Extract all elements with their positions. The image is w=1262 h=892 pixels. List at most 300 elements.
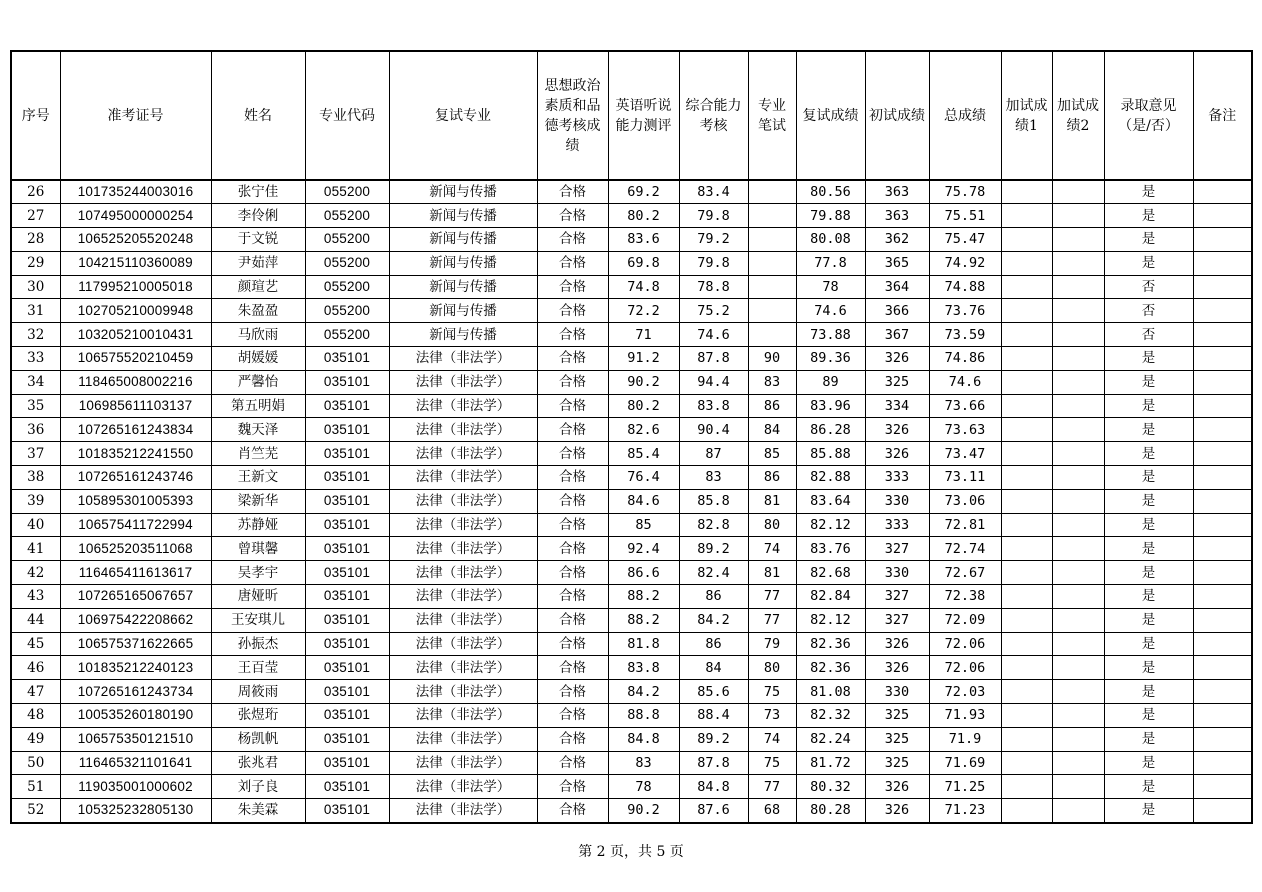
cell-col-admission: 是 — [1104, 394, 1193, 418]
cell-col-ideology: 合格 — [537, 394, 608, 418]
cell-col-total: 73.06 — [929, 489, 1001, 513]
cell-col-exam-id: 107265161243746 — [60, 466, 211, 490]
table-row — [11, 537, 1252, 561]
cell-col-comprehensive: 85.8 — [679, 489, 748, 513]
cell-col-admission: 是 — [1104, 751, 1193, 775]
cell-col-admission: 是 — [1104, 704, 1193, 728]
cell-col-seq: 51 — [11, 775, 60, 799]
cell-col-english: 91.2 — [608, 347, 679, 371]
cell-col-retest: 83.76 — [796, 537, 865, 561]
cell-col-retest: 89.36 — [796, 347, 865, 371]
cell-col-ideology: 合格 — [537, 418, 608, 442]
cell-col-exam-id: 106575350121510 — [60, 727, 211, 751]
cell-col-admission: 是 — [1104, 608, 1193, 632]
cell-col-seq: 29 — [11, 251, 60, 275]
cell-col-english: 76.4 — [608, 466, 679, 490]
cell-col-initial: 365 — [865, 251, 929, 275]
cell-col-extra1 — [1001, 394, 1052, 418]
cell-col-extra1 — [1001, 347, 1052, 371]
cell-col-written: 74 — [748, 537, 796, 561]
table-row — [11, 251, 1252, 275]
header-col-retest: 复试成绩 — [796, 51, 865, 180]
cell-col-english: 80.2 — [608, 394, 679, 418]
cell-col-extra1 — [1001, 275, 1052, 299]
cell-col-written: 77 — [748, 585, 796, 609]
cell-col-seq: 39 — [11, 489, 60, 513]
cell-col-admission: 是 — [1104, 632, 1193, 656]
cell-col-retest: 82.12 — [796, 608, 865, 632]
cell-col-name: 朱盈盈 — [211, 299, 305, 323]
cell-col-initial: 363 — [865, 204, 929, 228]
cell-col-major: 法律（非法学） — [389, 727, 537, 751]
cell-col-ideology: 合格 — [537, 775, 608, 799]
cell-col-ideology: 合格 — [537, 347, 608, 371]
cell-col-retest: 80.32 — [796, 775, 865, 799]
cell-col-english: 81.8 — [608, 632, 679, 656]
cell-col-seq: 28 — [11, 228, 60, 252]
cell-col-name: 于文锐 — [211, 228, 305, 252]
cell-col-seq: 50 — [11, 751, 60, 775]
cell-col-admission: 是 — [1104, 180, 1193, 204]
cell-col-exam-id: 119035001000602 — [60, 775, 211, 799]
cell-col-initial: 366 — [865, 299, 929, 323]
cell-col-name: 尹茹萍 — [211, 251, 305, 275]
cell-col-ideology: 合格 — [537, 204, 608, 228]
cell-col-seq: 37 — [11, 442, 60, 466]
cell-col-total: 72.03 — [929, 680, 1001, 704]
table-row — [11, 799, 1252, 823]
cell-col-initial: 325 — [865, 751, 929, 775]
cell-col-extra1 — [1001, 418, 1052, 442]
cell-col-admission: 是 — [1104, 775, 1193, 799]
cell-col-extra1 — [1001, 370, 1052, 394]
cell-col-seq: 35 — [11, 394, 60, 418]
cell-col-english: 69.8 — [608, 251, 679, 275]
cell-col-extra2 — [1052, 204, 1104, 228]
cell-col-major-code: 035101 — [305, 799, 389, 823]
cell-col-written — [748, 204, 796, 228]
cell-col-extra2 — [1052, 680, 1104, 704]
cell-col-english: 86.6 — [608, 561, 679, 585]
cell-col-exam-id: 107495000000254 — [60, 204, 211, 228]
cell-col-major-code: 035101 — [305, 370, 389, 394]
cell-col-comprehensive: 84.2 — [679, 608, 748, 632]
cell-col-seq: 52 — [11, 799, 60, 823]
cell-col-admission: 否 — [1104, 275, 1193, 299]
cell-col-major: 新闻与传播 — [389, 180, 537, 204]
cell-col-name: 王安琪儿 — [211, 608, 305, 632]
cell-col-remark — [1193, 466, 1252, 490]
table-row — [11, 632, 1252, 656]
cell-col-exam-id: 101735244003016 — [60, 180, 211, 204]
cell-col-ideology: 合格 — [537, 370, 608, 394]
cell-col-comprehensive: 79.2 — [679, 228, 748, 252]
cell-col-exam-id: 100535260180190 — [60, 704, 211, 728]
cell-col-comprehensive: 79.8 — [679, 251, 748, 275]
cell-col-remark — [1193, 394, 1252, 418]
cell-col-admission: 是 — [1104, 418, 1193, 442]
cell-col-admission: 是 — [1104, 251, 1193, 275]
cell-col-name: 朱美霖 — [211, 799, 305, 823]
header-col-initial: 初试成绩 — [865, 51, 929, 180]
table-row — [11, 323, 1252, 347]
cell-col-comprehensive: 86 — [679, 632, 748, 656]
cell-col-initial: 327 — [865, 585, 929, 609]
cell-col-remark — [1193, 323, 1252, 347]
cell-col-name: 唐娅昕 — [211, 585, 305, 609]
cell-col-written: 77 — [748, 608, 796, 632]
cell-col-admission: 是 — [1104, 513, 1193, 537]
cell-col-name: 颜瑄艺 — [211, 275, 305, 299]
header-col-remark: 备注 — [1193, 51, 1252, 180]
cell-col-extra1 — [1001, 656, 1052, 680]
cell-col-written: 80 — [748, 513, 796, 537]
cell-col-name: 孙振杰 — [211, 632, 305, 656]
cell-col-major: 法律（非法学） — [389, 751, 537, 775]
cell-col-seq: 40 — [11, 513, 60, 537]
cell-col-exam-id: 107265161243834 — [60, 418, 211, 442]
cell-col-name: 李伶俐 — [211, 204, 305, 228]
cell-col-extra1 — [1001, 608, 1052, 632]
cell-col-english: 74.8 — [608, 275, 679, 299]
cell-col-extra2 — [1052, 585, 1104, 609]
cell-col-remark — [1193, 513, 1252, 537]
cell-col-comprehensive: 89.2 — [679, 727, 748, 751]
cell-col-major-code: 035101 — [305, 394, 389, 418]
cell-col-name: 梁新华 — [211, 489, 305, 513]
header-col-ideology: 思想政治素质和品德考核成绩 — [537, 51, 608, 180]
cell-col-comprehensive: 87.8 — [679, 751, 748, 775]
cell-col-name: 魏天泽 — [211, 418, 305, 442]
cell-col-english: 82.6 — [608, 418, 679, 442]
cell-col-total: 72.38 — [929, 585, 1001, 609]
cell-col-extra2 — [1052, 323, 1104, 347]
cell-col-retest: 82.68 — [796, 561, 865, 585]
cell-col-total: 74.86 — [929, 347, 1001, 371]
cell-col-name: 张兆君 — [211, 751, 305, 775]
cell-col-name: 王新文 — [211, 466, 305, 490]
cell-col-extra2 — [1052, 347, 1104, 371]
cell-col-extra1 — [1001, 323, 1052, 347]
cell-col-comprehensive: 83 — [679, 466, 748, 490]
page-footer: 第 2 页，共 5 页 — [578, 844, 684, 860]
cell-col-remark — [1193, 251, 1252, 275]
cell-col-major-code: 055200 — [305, 299, 389, 323]
cell-col-major: 法律（非法学） — [389, 442, 537, 466]
cell-col-retest: 86.28 — [796, 418, 865, 442]
cell-col-initial: 330 — [865, 561, 929, 585]
cell-col-retest: 82.32 — [796, 704, 865, 728]
cell-col-extra1 — [1001, 228, 1052, 252]
cell-col-english: 92.4 — [608, 537, 679, 561]
cell-col-major: 法律（非法学） — [389, 608, 537, 632]
cell-col-exam-id: 101835212241550 — [60, 442, 211, 466]
cell-col-ideology: 合格 — [537, 561, 608, 585]
cell-col-extra2 — [1052, 466, 1104, 490]
cell-col-extra1 — [1001, 180, 1052, 204]
cell-col-extra2 — [1052, 632, 1104, 656]
cell-col-ideology: 合格 — [537, 489, 608, 513]
cell-col-seq: 32 — [11, 323, 60, 347]
cell-col-english: 88.2 — [608, 608, 679, 632]
cell-col-ideology: 合格 — [537, 727, 608, 751]
cell-col-written: 80 — [748, 656, 796, 680]
cell-col-total: 72.81 — [929, 513, 1001, 537]
cell-col-major: 法律（非法学） — [389, 394, 537, 418]
cell-col-comprehensive: 82.4 — [679, 561, 748, 585]
cell-col-major-code: 035101 — [305, 537, 389, 561]
cell-col-ideology: 合格 — [537, 299, 608, 323]
cell-col-ideology: 合格 — [537, 228, 608, 252]
cell-col-major-code: 035101 — [305, 466, 389, 490]
cell-col-extra2 — [1052, 299, 1104, 323]
cell-col-retest: 89 — [796, 370, 865, 394]
cell-col-admission: 是 — [1104, 799, 1193, 823]
cell-col-major: 法律（非法学） — [389, 489, 537, 513]
table-row — [11, 727, 1252, 751]
cell-col-total: 73.11 — [929, 466, 1001, 490]
cell-col-remark — [1193, 418, 1252, 442]
cell-col-extra1 — [1001, 727, 1052, 751]
cell-col-total: 72.67 — [929, 561, 1001, 585]
cell-col-major-code: 055200 — [305, 275, 389, 299]
table-row — [11, 680, 1252, 704]
table-row — [11, 608, 1252, 632]
cell-col-exam-id: 116465321101641 — [60, 751, 211, 775]
cell-col-initial: 325 — [865, 727, 929, 751]
cell-col-extra2 — [1052, 727, 1104, 751]
cell-col-major: 法律（非法学） — [389, 561, 537, 585]
table-row — [11, 751, 1252, 775]
cell-col-major: 法律（非法学） — [389, 775, 537, 799]
cell-col-ideology: 合格 — [537, 585, 608, 609]
cell-col-major: 新闻与传播 — [389, 204, 537, 228]
cell-col-english: 88.8 — [608, 704, 679, 728]
cell-col-total: 71.93 — [929, 704, 1001, 728]
cell-col-total: 74.6 — [929, 370, 1001, 394]
cell-col-name: 第五明娟 — [211, 394, 305, 418]
cell-col-retest: 80.28 — [796, 799, 865, 823]
cell-col-exam-id: 106975422208662 — [60, 608, 211, 632]
header-row — [11, 51, 1252, 180]
table-body — [11, 180, 1252, 823]
cell-col-major: 法律（非法学） — [389, 585, 537, 609]
header-col-extra1: 加试成绩1 — [1001, 51, 1052, 180]
cell-col-major: 法律（非法学） — [389, 466, 537, 490]
cell-col-extra2 — [1052, 775, 1104, 799]
cell-col-admission: 是 — [1104, 656, 1193, 680]
header-col-comprehensive: 综合能力考核 — [679, 51, 748, 180]
cell-col-english: 78 — [608, 775, 679, 799]
cell-col-major-code: 035101 — [305, 704, 389, 728]
cell-col-major: 新闻与传播 — [389, 275, 537, 299]
cell-col-name: 马欣雨 — [211, 323, 305, 347]
cell-col-extra1 — [1001, 537, 1052, 561]
cell-col-seq: 44 — [11, 608, 60, 632]
cell-col-remark — [1193, 561, 1252, 585]
cell-col-total: 72.06 — [929, 656, 1001, 680]
header-col-name: 姓名 — [211, 51, 305, 180]
cell-col-extra1 — [1001, 442, 1052, 466]
cell-col-ideology: 合格 — [537, 680, 608, 704]
cell-col-seq: 42 — [11, 561, 60, 585]
table-row — [11, 204, 1252, 228]
cell-col-written: 86 — [748, 394, 796, 418]
cell-col-extra2 — [1052, 608, 1104, 632]
cell-col-name: 王百莹 — [211, 656, 305, 680]
table-row — [11, 656, 1252, 680]
cell-col-major-code: 055200 — [305, 180, 389, 204]
cell-col-comprehensive: 94.4 — [679, 370, 748, 394]
header-col-english: 英语听说能力测评 — [608, 51, 679, 180]
header-col-major-code: 专业代码 — [305, 51, 389, 180]
cell-col-comprehensive: 84 — [679, 656, 748, 680]
cell-col-exam-id: 106575520210459 — [60, 347, 211, 371]
cell-col-retest: 83.96 — [796, 394, 865, 418]
cell-col-extra1 — [1001, 585, 1052, 609]
cell-col-ideology: 合格 — [537, 632, 608, 656]
cell-col-seq: 38 — [11, 466, 60, 490]
cell-col-total: 75.51 — [929, 204, 1001, 228]
cell-col-comprehensive: 90.4 — [679, 418, 748, 442]
cell-col-remark — [1193, 775, 1252, 799]
cell-col-retest: 79.88 — [796, 204, 865, 228]
cell-col-total: 74.92 — [929, 251, 1001, 275]
cell-col-major: 法律（非法学） — [389, 632, 537, 656]
cell-col-major: 法律（非法学） — [389, 370, 537, 394]
cell-col-exam-id: 106525205520248 — [60, 228, 211, 252]
cell-col-major: 法律（非法学） — [389, 656, 537, 680]
cell-col-extra1 — [1001, 251, 1052, 275]
cell-col-exam-id: 104215110360089 — [60, 251, 211, 275]
cell-col-name: 张宁佳 — [211, 180, 305, 204]
cell-col-extra2 — [1052, 513, 1104, 537]
cell-col-retest: 81.08 — [796, 680, 865, 704]
table-row — [11, 299, 1252, 323]
cell-col-major-code: 035101 — [305, 656, 389, 680]
cell-col-comprehensive: 83.4 — [679, 180, 748, 204]
cell-col-ideology: 合格 — [537, 537, 608, 561]
cell-col-seq: 33 — [11, 347, 60, 371]
cell-col-written — [748, 299, 796, 323]
cell-col-admission: 是 — [1104, 537, 1193, 561]
cell-col-total: 71.25 — [929, 775, 1001, 799]
cell-col-initial: 327 — [865, 537, 929, 561]
cell-col-english: 85 — [608, 513, 679, 537]
cell-col-written: 73 — [748, 704, 796, 728]
cell-col-extra1 — [1001, 299, 1052, 323]
cell-col-major: 法律（非法学） — [389, 418, 537, 442]
admission-results-table — [10, 50, 1253, 824]
cell-col-ideology: 合格 — [537, 656, 608, 680]
cell-col-exam-id: 105895301005393 — [60, 489, 211, 513]
cell-col-comprehensive: 88.4 — [679, 704, 748, 728]
cell-col-retest: 82.36 — [796, 632, 865, 656]
cell-col-ideology: 合格 — [537, 608, 608, 632]
cell-col-major: 法律（非法学） — [389, 347, 537, 371]
header-col-exam-id: 准考证号 — [60, 51, 211, 180]
cell-col-initial: 325 — [865, 370, 929, 394]
cell-col-remark — [1193, 370, 1252, 394]
cell-col-major-code: 035101 — [305, 489, 389, 513]
cell-col-remark — [1193, 275, 1252, 299]
cell-col-retest: 83.64 — [796, 489, 865, 513]
cell-col-comprehensive: 78.8 — [679, 275, 748, 299]
cell-col-name: 曾琪馨 — [211, 537, 305, 561]
cell-col-major: 法律（非法学） — [389, 537, 537, 561]
cell-col-name: 胡媛媛 — [211, 347, 305, 371]
cell-col-ideology: 合格 — [537, 704, 608, 728]
cell-col-exam-id: 107265161243734 — [60, 680, 211, 704]
cell-col-comprehensive: 83.8 — [679, 394, 748, 418]
cell-col-seq: 36 — [11, 418, 60, 442]
cell-col-extra1 — [1001, 466, 1052, 490]
cell-col-comprehensive: 85.6 — [679, 680, 748, 704]
cell-col-extra1 — [1001, 799, 1052, 823]
cell-col-exam-id: 118465008002216 — [60, 370, 211, 394]
cell-col-comprehensive: 84.8 — [679, 775, 748, 799]
cell-col-remark — [1193, 228, 1252, 252]
cell-col-extra2 — [1052, 704, 1104, 728]
cell-col-remark — [1193, 656, 1252, 680]
cell-col-initial: 362 — [865, 228, 929, 252]
cell-col-admission: 是 — [1104, 228, 1193, 252]
table-row — [11, 347, 1252, 371]
cell-col-comprehensive: 79.8 — [679, 204, 748, 228]
cell-col-english: 90.2 — [608, 799, 679, 823]
cell-col-initial: 326 — [865, 775, 929, 799]
cell-col-admission: 是 — [1104, 727, 1193, 751]
cell-col-retest: 82.12 — [796, 513, 865, 537]
cell-col-name: 张煜珩 — [211, 704, 305, 728]
cell-col-exam-id: 103205210010431 — [60, 323, 211, 347]
cell-col-retest: 80.56 — [796, 180, 865, 204]
cell-col-english: 80.2 — [608, 204, 679, 228]
cell-col-seq: 46 — [11, 656, 60, 680]
cell-col-initial: 326 — [865, 418, 929, 442]
cell-col-name: 周筱雨 — [211, 680, 305, 704]
cell-col-major-code: 055200 — [305, 323, 389, 347]
cell-col-name: 肖竺芜 — [211, 442, 305, 466]
cell-col-seq: 34 — [11, 370, 60, 394]
cell-col-initial: 326 — [865, 632, 929, 656]
cell-col-admission: 是 — [1104, 561, 1193, 585]
cell-col-written: 75 — [748, 751, 796, 775]
cell-col-seq: 47 — [11, 680, 60, 704]
cell-col-written: 74 — [748, 727, 796, 751]
cell-col-seq: 30 — [11, 275, 60, 299]
cell-col-written: 81 — [748, 561, 796, 585]
cell-col-total: 72.09 — [929, 608, 1001, 632]
cell-col-total: 73.63 — [929, 418, 1001, 442]
cell-col-major-code: 035101 — [305, 608, 389, 632]
cell-col-seq: 26 — [11, 180, 60, 204]
cell-col-major-code: 035101 — [305, 513, 389, 537]
cell-col-total: 72.06 — [929, 632, 1001, 656]
cell-col-ideology: 合格 — [537, 466, 608, 490]
cell-col-name: 杨凯帆 — [211, 727, 305, 751]
cell-col-retest: 82.88 — [796, 466, 865, 490]
cell-col-admission: 是 — [1104, 442, 1193, 466]
cell-col-admission: 否 — [1104, 323, 1193, 347]
cell-col-seq: 31 — [11, 299, 60, 323]
cell-col-remark — [1193, 204, 1252, 228]
cell-col-major-code: 055200 — [305, 204, 389, 228]
cell-col-extra2 — [1052, 537, 1104, 561]
cell-col-ideology: 合格 — [537, 323, 608, 347]
cell-col-major: 法律（非法学） — [389, 799, 537, 823]
cell-col-extra2 — [1052, 251, 1104, 275]
